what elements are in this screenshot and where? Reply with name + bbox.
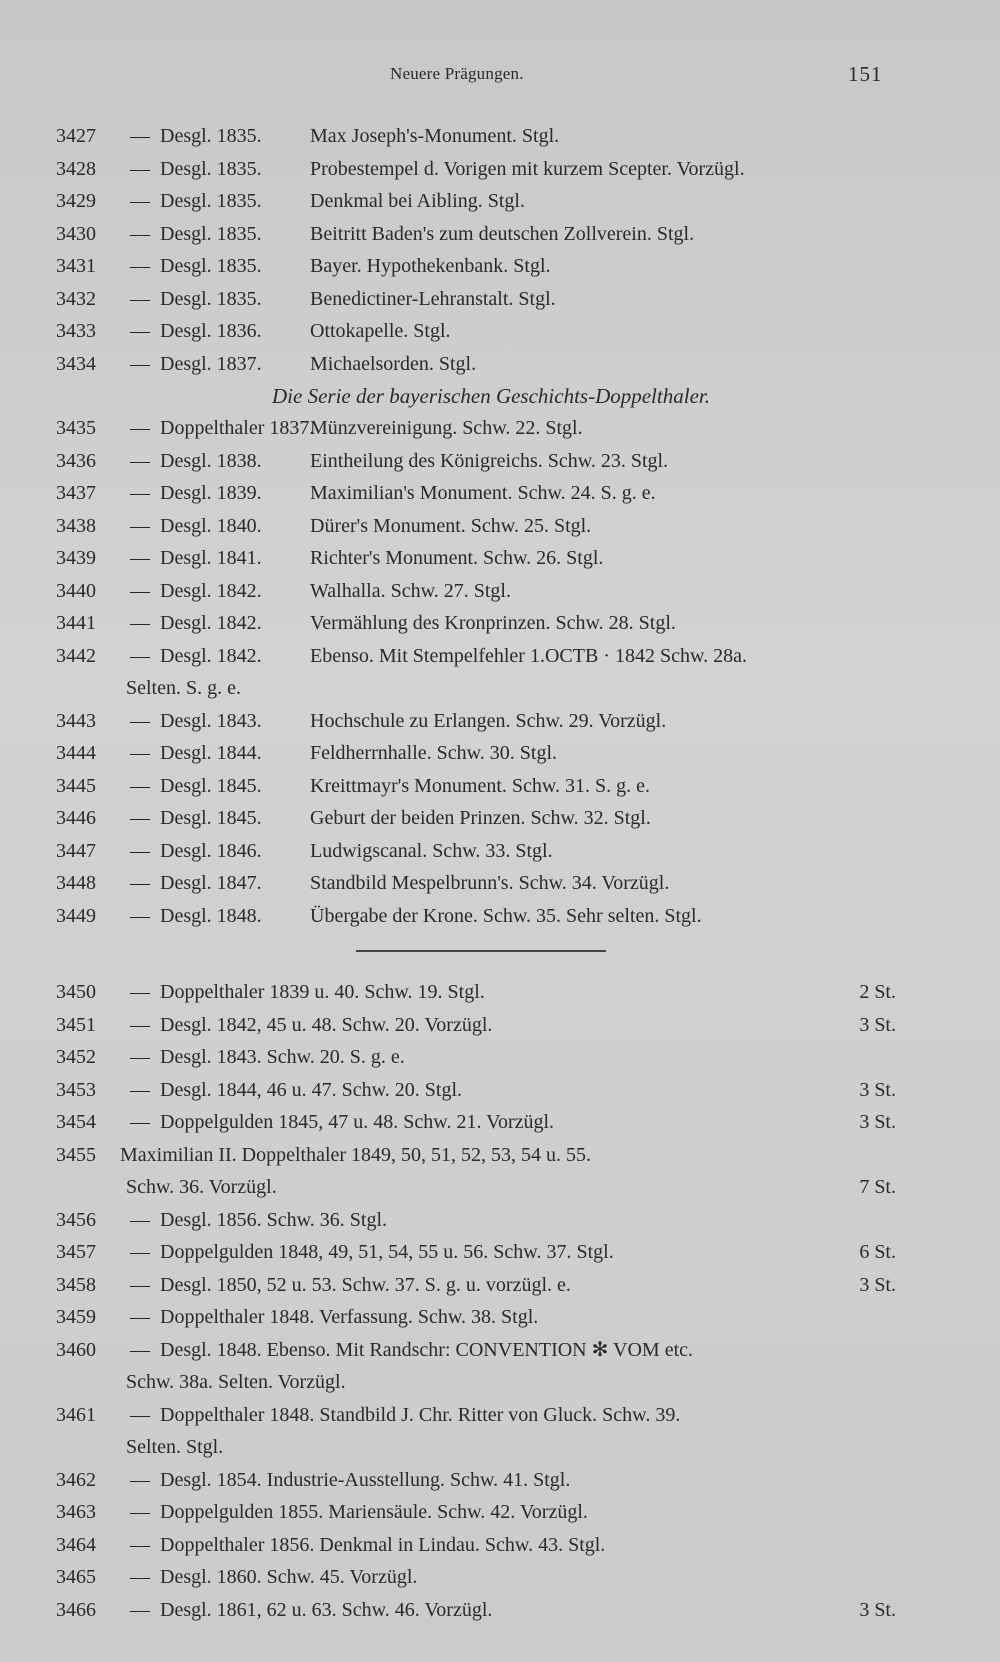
entry-quantity: 3 St. bbox=[859, 1013, 896, 1036]
entry-denomination: Desgl. 1840. bbox=[160, 514, 262, 537]
entry-description: Eintheilung des Königreichs. Schw. 23. Stgl. bbox=[310, 449, 669, 472]
entry-denomination: Desgl. 1846. bbox=[160, 839, 262, 862]
entry-dash: — bbox=[130, 807, 150, 829]
entry-denomination: Desgl. 1848. bbox=[160, 904, 262, 927]
catalog-entry bbox=[56, 640, 906, 705]
entry-number: 3449 bbox=[56, 904, 96, 927]
entry-description: Denkmal bei Aibling. Stgl. bbox=[310, 190, 525, 212]
entry-group-f bbox=[56, 1464, 906, 1627]
catalog-entry bbox=[56, 1139, 906, 1204]
catalog-entry bbox=[56, 283, 906, 316]
entry-denomination: Doppelthaler 1837. bbox=[160, 417, 315, 439]
entry-number: 3435 bbox=[56, 417, 96, 439]
catalog-entry bbox=[56, 802, 906, 835]
entry-denomination: Desgl. 1838. bbox=[160, 449, 262, 472]
entry-denomination: Desgl. 1842. bbox=[160, 644, 262, 667]
entry-text: Doppelgulden 1848, 49, 51, 54, 55 u. 56. Schw. 37. Stgl. bbox=[160, 1241, 614, 1263]
entry-description: Vermählung des Kronprinzen. Schw. 28. Stgl. bbox=[310, 612, 676, 634]
entry-denomination: Desgl. 1847. bbox=[160, 872, 262, 894]
catalog-entry bbox=[56, 1041, 906, 1074]
entry-number: 3461 bbox=[56, 1403, 96, 1426]
entry-denomination: Desgl. 1844. bbox=[160, 742, 262, 764]
entry-number: 3457 bbox=[56, 1241, 96, 1263]
entry-description: Probestempel d. Vorigen mit kurzem Scepter. Vorzügl. bbox=[310, 157, 745, 180]
entry-number: 3450 bbox=[56, 981, 96, 1003]
entry-dash: — bbox=[130, 904, 150, 927]
entry-description: Ludwigscanal. Schw. 33. Stgl. bbox=[310, 839, 553, 862]
entry-description: Ottokapelle. Stgl. bbox=[310, 320, 451, 342]
entry-text: Desgl. 1842, 45 u. 48. Schw. 20. Vorzügl. bbox=[160, 1013, 493, 1036]
catalog-entry bbox=[56, 900, 906, 933]
entry-dash: — bbox=[130, 320, 150, 342]
catalog-entry bbox=[56, 575, 906, 608]
entry-number: 3459 bbox=[56, 1306, 96, 1328]
entry-dash: — bbox=[130, 352, 150, 375]
entry-dash: — bbox=[130, 1338, 150, 1361]
entry-quantity: 3 St. bbox=[859, 1078, 896, 1101]
catalog-entry bbox=[56, 250, 906, 283]
entry-dash: — bbox=[130, 417, 150, 439]
entry-dash: — bbox=[130, 1566, 150, 1588]
catalog-entry bbox=[56, 1529, 906, 1562]
entry-group-d bbox=[56, 976, 906, 1139]
entry-dash: — bbox=[130, 514, 150, 537]
entry-description: Richter's Monument. Schw. 26. Stgl. bbox=[310, 547, 604, 569]
entry-number: 3466 bbox=[56, 1598, 96, 1621]
entry-text: Doppelthaler 1839 u. 40. Schw. 19. Stgl. bbox=[160, 981, 485, 1003]
entry-description: Benedictiner-Lehranstalt. Stgl. bbox=[310, 287, 556, 310]
entry-text: Desgl. 1843. Schw. 20. S. g. e. bbox=[160, 1046, 405, 1068]
entry-dash: — bbox=[130, 1078, 150, 1101]
entry-number: 3439 bbox=[56, 547, 96, 569]
catalog-entry bbox=[56, 153, 906, 186]
entry-group-e bbox=[56, 1204, 906, 1334]
catalog-entry bbox=[56, 477, 906, 510]
entry-number: 3431 bbox=[56, 255, 96, 277]
entry-dash: — bbox=[130, 1306, 150, 1328]
entry-dash: — bbox=[130, 774, 150, 797]
entry-number: 3454 bbox=[56, 1111, 96, 1133]
catalog-entry bbox=[56, 1399, 906, 1464]
entry-description: Münzvereinigung. Schw. 22. Stgl. bbox=[310, 417, 583, 439]
catalog-entry bbox=[56, 835, 906, 868]
entry-number: 3434 bbox=[56, 352, 96, 375]
catalog-entry bbox=[56, 770, 906, 803]
catalog-entry bbox=[56, 1204, 906, 1237]
entry-dash: — bbox=[130, 981, 150, 1003]
entry-dash: — bbox=[130, 190, 150, 212]
entry-dash: — bbox=[130, 222, 150, 245]
entry-text: Doppelthaler 1848. Standbild J. Chr. Ritter von Gluck. Schw. 39. bbox=[160, 1403, 681, 1426]
entry-text: Desgl. 1844, 46 u. 47. Schw. 20. Stgl. bbox=[160, 1078, 463, 1101]
entry-dash: — bbox=[130, 125, 150, 147]
running-title: Neuere Prägungen. bbox=[390, 64, 524, 83]
entry-dash: — bbox=[130, 1046, 150, 1068]
entry-number: 3441 bbox=[56, 612, 96, 634]
entry-number: 3453 bbox=[56, 1078, 96, 1101]
entry-dash: — bbox=[130, 547, 150, 569]
entry-dash: — bbox=[130, 482, 150, 504]
entry-denomination: Desgl. 1845. bbox=[160, 774, 262, 797]
entry-continuation: Selten. S. g. e. bbox=[126, 677, 241, 699]
entry-number: 3463 bbox=[56, 1501, 96, 1523]
catalog-entry bbox=[56, 1334, 906, 1399]
entry-description: Michaelsorden. Stgl. bbox=[310, 352, 477, 375]
catalog-entry bbox=[56, 1561, 906, 1594]
entry-number: 3429 bbox=[56, 190, 96, 212]
entry-continuation: Schw. 38a. Selten. Vorzügl. bbox=[126, 1371, 346, 1393]
entry-quantity: 2 St. bbox=[859, 981, 896, 1003]
catalog-entry bbox=[56, 1594, 906, 1627]
entry-denomination: Desgl. 1835. bbox=[160, 255, 262, 277]
entry-number: 3462 bbox=[56, 1468, 96, 1491]
entry-continuation: Selten. Stgl. bbox=[126, 1436, 224, 1458]
catalog-entry bbox=[56, 705, 906, 738]
entry-description: Feldherrnhalle. Schw. 30. Stgl. bbox=[310, 742, 558, 764]
entry-number: 3428 bbox=[56, 157, 96, 180]
entry-denomination: Desgl. 1835. bbox=[160, 157, 262, 180]
entry-dash: — bbox=[130, 1241, 150, 1263]
catalog-entry bbox=[56, 510, 906, 543]
entry-denomination: Desgl. 1839. bbox=[160, 482, 262, 504]
entry-dash: — bbox=[130, 839, 150, 862]
entry-dash: — bbox=[130, 709, 150, 732]
catalog-entry bbox=[56, 1074, 906, 1107]
catalog-entry bbox=[56, 445, 906, 478]
entry-dash: — bbox=[130, 1533, 150, 1556]
catalog-entry bbox=[56, 607, 906, 640]
entry-number: 3440 bbox=[56, 579, 96, 602]
entry-number: 3464 bbox=[56, 1533, 96, 1556]
catalog-entry bbox=[56, 1009, 906, 1042]
entry-dash: — bbox=[130, 612, 150, 634]
entry-denomination: Desgl. 1836. bbox=[160, 320, 262, 342]
entry-dash: — bbox=[130, 157, 150, 180]
entry-description: Standbild Mespelbrunn's. Schw. 34. Vorzügl. bbox=[310, 872, 670, 894]
entry-number: 3446 bbox=[56, 807, 96, 829]
entry-text: Desgl. 1850, 52 u. 53. Schw. 37. S. g. u. vorzügl. e. bbox=[160, 1273, 571, 1296]
catalog-entry bbox=[56, 542, 906, 575]
catalog-entry bbox=[56, 412, 906, 445]
catalog-entry bbox=[56, 1236, 906, 1269]
entry-group-a bbox=[56, 120, 906, 380]
entry-text: Desgl. 1860. Schw. 45. Vorzügl. bbox=[160, 1566, 418, 1588]
catalog-entry bbox=[56, 867, 906, 900]
entry-number: 3430 bbox=[56, 222, 96, 245]
section-divider bbox=[56, 932, 906, 976]
entry-dash: — bbox=[130, 1501, 150, 1523]
page-number: 151 bbox=[848, 62, 883, 86]
entry-dash: — bbox=[130, 742, 150, 764]
entry-dash: — bbox=[130, 872, 150, 894]
entry-text: Doppelthaler 1848. Verfassung. Schw. 38. Stgl. bbox=[160, 1306, 539, 1328]
page-header bbox=[0, 64, 1000, 92]
entry-text: Maximilian II. Doppelthaler 1849, 50, 51, 52, 53, 54 u. 55. bbox=[120, 1143, 592, 1166]
entry-dash: — bbox=[130, 1598, 150, 1621]
entry-dash: — bbox=[130, 1013, 150, 1036]
entry-quantity: 3 St. bbox=[859, 1111, 896, 1133]
entry-number: 3451 bbox=[56, 1013, 96, 1036]
catalog-entry bbox=[56, 1464, 906, 1497]
entry-text: Desgl. 1854. Industrie-Ausstellung. Schw. 41. Stgl. bbox=[160, 1468, 571, 1491]
catalog-entry bbox=[56, 737, 906, 770]
entry-number: 3444 bbox=[56, 742, 96, 764]
entry-description: Hochschule zu Erlangen. Schw. 29. Vorzügl. bbox=[310, 709, 667, 732]
entry-number: 3427 bbox=[56, 125, 96, 147]
entry-number: 3433 bbox=[56, 320, 96, 342]
entry-number: 3465 bbox=[56, 1566, 96, 1588]
catalog-entry bbox=[56, 120, 906, 153]
entry-number: 3458 bbox=[56, 1273, 96, 1296]
entry-text: Doppelgulden 1855. Mariensäule. Schw. 42. Vorzügl. bbox=[160, 1501, 588, 1523]
catalog-content bbox=[56, 120, 906, 1626]
entry-text: Doppelgulden 1845, 47 u. 48. Schw. 21. Vorzügl. bbox=[160, 1111, 555, 1133]
entry-description: Übergabe der Krone. Schw. 35. Sehr selten. Stgl. bbox=[310, 904, 702, 927]
entry-description: Ebenso. Mit Stempelfehler 1.OCTB · 1842 Schw. 28a. bbox=[310, 644, 747, 667]
entry-denomination: Desgl. 1842. bbox=[160, 579, 262, 602]
entry-number: 3443 bbox=[56, 709, 96, 732]
entry-dash: — bbox=[130, 449, 150, 472]
entry-continuation: Schw. 36. Vorzügl. bbox=[126, 1176, 277, 1198]
entry-description: Kreittmayr's Monument. Schw. 31. S. g. e. bbox=[310, 774, 651, 797]
entry-number: 3442 bbox=[56, 644, 96, 667]
entry-description: Walhalla. Schw. 27. Stgl. bbox=[310, 579, 511, 602]
catalog-entry bbox=[56, 218, 906, 251]
entry-group-b bbox=[56, 412, 906, 640]
entry-text: Doppelthaler 1856. Denkmal in Lindau. Schw. 43. Stgl. bbox=[160, 1533, 606, 1556]
entry-description: Dürer's Monument. Schw. 25. Stgl. bbox=[310, 514, 592, 537]
entry-dash: — bbox=[130, 1403, 150, 1426]
entry-dash: — bbox=[130, 579, 150, 602]
entry-number: 3438 bbox=[56, 514, 96, 537]
entry-number: 3445 bbox=[56, 774, 96, 797]
entry-group-c bbox=[56, 705, 906, 933]
entry-dash: — bbox=[130, 1208, 150, 1231]
catalog-entry bbox=[56, 976, 906, 1009]
catalog-entry bbox=[56, 1106, 906, 1139]
entry-number: 3460 bbox=[56, 1338, 96, 1361]
entry-text: Desgl. 1856. Schw. 36. Stgl. bbox=[160, 1208, 388, 1231]
entry-quantity: 7 St. bbox=[859, 1176, 896, 1198]
entry-quantity: 6 St. bbox=[859, 1241, 896, 1263]
entry-text: Desgl. 1861, 62 u. 63. Schw. 46. Vorzügl. bbox=[160, 1598, 493, 1621]
entry-denomination: Desgl. 1842. bbox=[160, 612, 262, 634]
entry-dash: — bbox=[130, 1273, 150, 1296]
entry-dash: — bbox=[130, 1111, 150, 1133]
section-heading: Die Serie der bayerischen Geschichts-Doppelthaler. bbox=[272, 384, 710, 408]
catalog-entry bbox=[56, 315, 906, 348]
entry-dash: — bbox=[130, 287, 150, 310]
entry-description: Max Joseph's-Monument. Stgl. bbox=[310, 125, 560, 147]
entry-description: Beitritt Baden's zum deutschen Zollverein. Stgl. bbox=[310, 222, 695, 245]
entry-description: Bayer. Hypothekenbank. Stgl. bbox=[310, 255, 551, 277]
entry-dash: — bbox=[130, 644, 150, 667]
entry-dash: — bbox=[130, 255, 150, 277]
catalog-entry bbox=[56, 1269, 906, 1302]
entry-denomination: Desgl. 1835. bbox=[160, 287, 262, 310]
entry-number: 3447 bbox=[56, 839, 96, 862]
entry-number: 3432 bbox=[56, 287, 96, 310]
entry-number: 3455 bbox=[56, 1143, 96, 1166]
entry-dash: — bbox=[130, 1468, 150, 1491]
entry-denomination: Desgl. 1835. bbox=[160, 125, 262, 147]
entry-quantity: 3 St. bbox=[859, 1273, 896, 1296]
entry-number: 3456 bbox=[56, 1208, 96, 1231]
entry-denomination: Desgl. 1835. bbox=[160, 190, 262, 212]
entry-text: Desgl. 1848. Ebenso. Mit Randschr: CONVENTION ✻ VOM etc. bbox=[160, 1338, 693, 1361]
entry-number: 3448 bbox=[56, 872, 96, 894]
catalog-entry bbox=[56, 1496, 906, 1529]
entry-denomination: Desgl. 1841. bbox=[160, 547, 262, 569]
entry-denomination: Desgl. 1835. bbox=[160, 222, 262, 245]
entry-denomination: Desgl. 1837. bbox=[160, 352, 262, 375]
entry-number: 3452 bbox=[56, 1046, 96, 1068]
entry-number: 3436 bbox=[56, 449, 96, 472]
divider-rule bbox=[356, 950, 606, 952]
entry-denomination: Desgl. 1843. bbox=[160, 709, 262, 732]
catalog-entry bbox=[56, 348, 906, 381]
catalog-entry bbox=[56, 185, 906, 218]
entry-denomination: Desgl. 1845. bbox=[160, 807, 262, 829]
entry-description: Maximilian's Monument. Schw. 24. S. g. e. bbox=[310, 482, 656, 504]
entry-number: 3437 bbox=[56, 482, 96, 504]
entry-description: Geburt der beiden Prinzen. Schw. 32. Stgl. bbox=[310, 807, 651, 829]
entry-quantity: 3 St. bbox=[859, 1598, 896, 1621]
catalog-entry bbox=[56, 1301, 906, 1334]
